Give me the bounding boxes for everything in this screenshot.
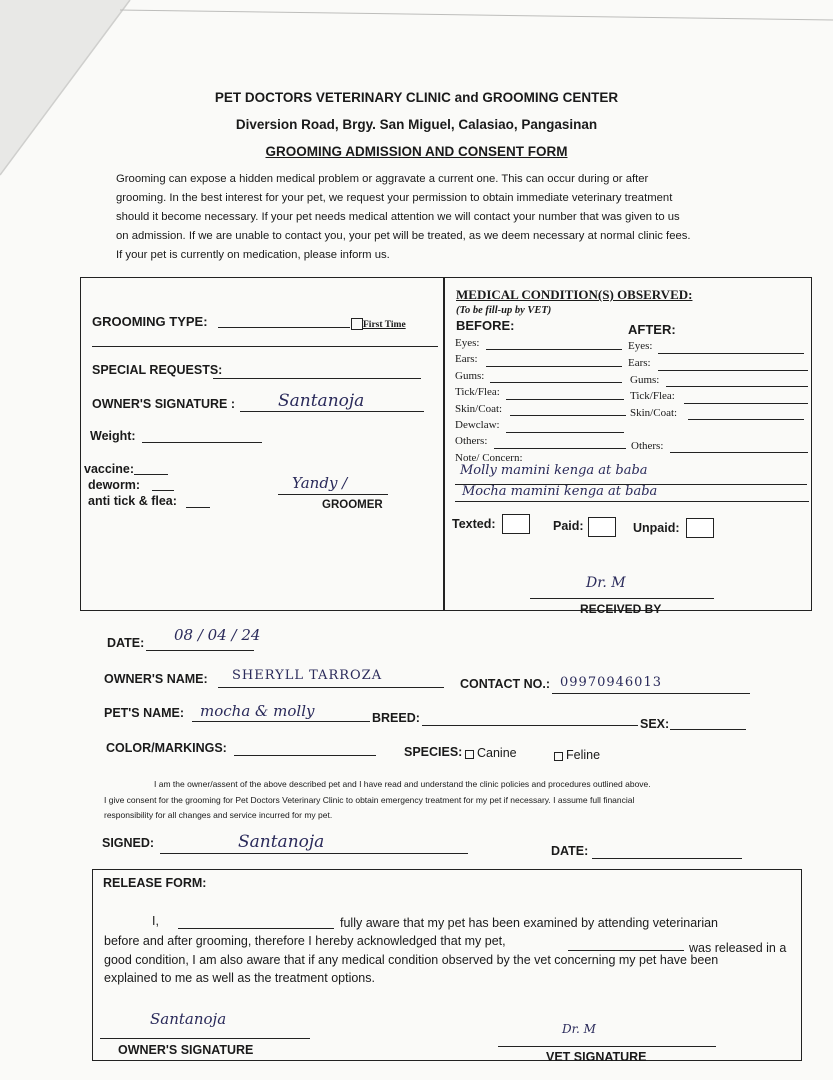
before-ears-field[interactable] bbox=[486, 366, 622, 367]
before-others-label: Others: bbox=[455, 435, 488, 447]
grooming-type-field[interactable] bbox=[218, 327, 350, 328]
before-eyes-field[interactable] bbox=[486, 349, 622, 350]
date-handwriting: 08 / 04 / 24 bbox=[174, 626, 261, 644]
release-owner-signature-label: OWNER'S SIGNATURE bbox=[118, 1043, 254, 1057]
note-handwriting-2: Mocha mamini kenga at baba bbox=[462, 484, 658, 499]
after-tickflea-label: Tick/Flea: bbox=[630, 390, 675, 402]
unpaid-checkbox[interactable] bbox=[686, 518, 714, 538]
contact-field[interactable] bbox=[552, 693, 750, 694]
after-others-label: Others: bbox=[631, 440, 664, 452]
signed-date-field[interactable] bbox=[592, 858, 742, 859]
pet-name-field[interactable] bbox=[192, 721, 370, 722]
before-tickflea-label: Tick/Flea: bbox=[455, 386, 500, 398]
grooming-type-line-2[interactable] bbox=[92, 346, 438, 347]
consent-line: I am the owner/assent of the above described pet and I have read and understand the clinic policies and procedures outlined above. bbox=[154, 779, 651, 789]
signed-field[interactable] bbox=[160, 853, 468, 854]
deworm-field[interactable] bbox=[152, 490, 174, 491]
canine-checkbox[interactable] bbox=[465, 750, 474, 759]
before-dewclaw-label: Dewclaw: bbox=[455, 419, 500, 431]
consent-line: responsibility for all changes and service incurred for my pet. bbox=[104, 810, 333, 820]
before-others-field[interactable] bbox=[494, 448, 626, 449]
contact-handwriting: 09970946013 bbox=[560, 675, 662, 690]
release-line-2a: before and after grooming, therefore I hereby acknowledged that my pet, bbox=[104, 934, 506, 948]
feline-label: Feline bbox=[566, 748, 601, 762]
date-label: DATE: bbox=[107, 636, 145, 650]
after-ears-field[interactable] bbox=[658, 370, 808, 371]
intro-line: Grooming can expose a hidden medical problem or aggravate a current one. This can occur during or after bbox=[116, 173, 649, 185]
after-label: AFTER: bbox=[628, 322, 676, 337]
after-skincoat-label: Skin/Coat: bbox=[630, 407, 678, 419]
intro-paragraph bbox=[116, 170, 776, 265]
note-handwriting-1: Molly mamini kenga at baba bbox=[460, 463, 648, 478]
before-eyes-label: Eyes: bbox=[455, 337, 480, 349]
pet-name-label: PET'S NAME: bbox=[104, 706, 185, 720]
canine-label: Canine bbox=[477, 746, 517, 760]
after-others-field[interactable] bbox=[670, 452, 808, 453]
texted-label: Texted: bbox=[452, 517, 496, 531]
signed-label: SIGNED: bbox=[102, 836, 155, 850]
antitick-field[interactable] bbox=[186, 507, 210, 508]
species-label: SPECIES: bbox=[404, 745, 463, 759]
after-eyes-label: Eyes: bbox=[628, 340, 653, 352]
first-time-checkbox[interactable] bbox=[351, 318, 363, 330]
form-title: GROOMING ADMISSION AND CONSENT FORM bbox=[265, 144, 568, 159]
breed-label: BREED: bbox=[372, 711, 420, 725]
clinic-address: Diversion Road, Brgy. San Miguel, Calasiao, Pangasinan bbox=[235, 117, 598, 132]
release-vet-signature-handwriting: Dr. M bbox=[562, 1022, 596, 1036]
before-skincoat-label: Skin/Coat: bbox=[455, 403, 503, 415]
antitick-label: anti tick & flea: bbox=[88, 494, 177, 508]
weight-field[interactable] bbox=[142, 442, 262, 443]
release-title: RELEASE FORM: bbox=[103, 876, 207, 890]
owner-signature-field[interactable] bbox=[240, 411, 424, 412]
before-gums-label: Gums: bbox=[455, 370, 485, 382]
before-gums-field[interactable] bbox=[490, 382, 622, 383]
release-vet-signature-field[interactable] bbox=[498, 1046, 716, 1047]
owner-name-label: OWNER'S NAME: bbox=[104, 672, 208, 686]
grooming-type-label: GROOMING TYPE: bbox=[92, 314, 208, 329]
vaccine-label: vaccine: bbox=[84, 462, 135, 476]
consent-line: I give consent for the grooming for Pet Doctors Veterinary Clinic to obtain emergency treatment for my pet if necessary. I assume full financial bbox=[104, 795, 635, 805]
first-time-label: First Time bbox=[363, 320, 406, 330]
release-line-4: explained to me as well as the treatment options. bbox=[104, 971, 375, 985]
sex-field[interactable] bbox=[670, 729, 746, 730]
release-line-1a: I, bbox=[152, 914, 159, 928]
note-label: Note/ Concern: bbox=[455, 452, 523, 464]
release-line-1b: fully aware that my pet has been examined by attending veterinarian bbox=[340, 916, 719, 930]
breed-field[interactable] bbox=[422, 725, 638, 726]
intro-line: If your pet is currently on medication, please inform us. bbox=[116, 249, 390, 261]
color-markings-label: COLOR/MARKINGS: bbox=[106, 741, 227, 755]
release-owner-signature-handwriting: Santanoja bbox=[150, 1010, 227, 1028]
received-by-field[interactable] bbox=[530, 598, 714, 599]
after-ears-label: Ears: bbox=[628, 357, 651, 369]
unpaid-label: Unpaid: bbox=[633, 521, 680, 535]
signed-handwriting: Santanoja bbox=[238, 832, 325, 852]
owner-name-field[interactable] bbox=[218, 687, 444, 688]
groomer-field[interactable] bbox=[278, 494, 388, 495]
before-skincoat-field[interactable] bbox=[510, 415, 626, 416]
color-markings-field[interactable] bbox=[234, 755, 376, 756]
groomer-label: GROOMER bbox=[322, 499, 383, 511]
paid-label: Paid: bbox=[553, 519, 584, 533]
texted-checkbox[interactable] bbox=[502, 514, 530, 534]
box-divider bbox=[443, 278, 445, 611]
note-line-2[interactable] bbox=[455, 501, 809, 502]
weight-label: Weight: bbox=[90, 429, 136, 443]
pet-name-handwriting: mocha & molly bbox=[200, 702, 315, 720]
after-eyes-field[interactable] bbox=[658, 353, 804, 354]
before-ears-label: Ears: bbox=[455, 353, 478, 365]
vaccine-field[interactable] bbox=[134, 474, 168, 475]
intro-line: should it become necessary. If your pet needs medical attention we will contact your number that was given to us bbox=[116, 211, 680, 223]
date-field[interactable] bbox=[146, 650, 254, 651]
medical-title: MEDICAL CONDITION(S) OBSERVED: bbox=[456, 287, 693, 302]
release-pet-field[interactable] bbox=[568, 950, 684, 951]
before-dewclaw-field[interactable] bbox=[506, 432, 624, 433]
received-by-handwriting: Dr. M bbox=[586, 575, 626, 591]
feline-checkbox[interactable] bbox=[554, 752, 563, 761]
release-owner-signature-field[interactable] bbox=[100, 1038, 310, 1039]
received-by-label: RECEIVED BY bbox=[580, 602, 662, 616]
clinic-name: PET DOCTORS VETERINARY CLINIC and GROOMING CENTER bbox=[214, 90, 619, 105]
deworm-label: deworm: bbox=[88, 478, 141, 492]
after-gums-label: Gums: bbox=[630, 374, 660, 386]
owner-name-handwriting: SHERYLL TARROZA bbox=[232, 668, 383, 683]
release-name-field[interactable] bbox=[178, 928, 334, 929]
intro-line: on admission. If we are unable to contact you, your pet will be treated, as we deem necessary at normal clinic fees. bbox=[116, 230, 691, 242]
special-requests-field[interactable] bbox=[213, 378, 421, 379]
special-requests-label: SPECIAL REQUESTS: bbox=[92, 363, 223, 377]
groomer-handwriting: Yandy / bbox=[292, 474, 348, 492]
contact-label: CONTACT NO.: bbox=[460, 677, 551, 691]
release-vet-signature-label: VET SIGNATURE bbox=[546, 1050, 647, 1064]
after-tickflea-field[interactable] bbox=[684, 403, 808, 404]
owner-signature-handwriting: Santanoja bbox=[278, 391, 365, 411]
after-gums-field[interactable] bbox=[666, 386, 808, 387]
signed-date-label: DATE: bbox=[551, 844, 589, 858]
before-tickflea-field[interactable] bbox=[506, 399, 624, 400]
intro-line: grooming. In the best interest for your pet, we request your permission to obtain immediate veterinary treatment bbox=[116, 192, 673, 204]
sex-label: SEX: bbox=[640, 717, 670, 731]
release-line-2b: was released in a bbox=[689, 941, 787, 955]
paid-checkbox[interactable] bbox=[588, 517, 616, 537]
owner-signature-label: OWNER'S SIGNATURE : bbox=[92, 397, 236, 411]
before-label: BEFORE: bbox=[456, 318, 515, 333]
after-skincoat-field[interactable] bbox=[688, 419, 804, 420]
medical-subtitle: (To be fill-up by VET) bbox=[456, 305, 552, 316]
release-line-3: good condition, I am also aware that if any medical condition observed by the vet concerning my pet have been bbox=[104, 953, 719, 967]
